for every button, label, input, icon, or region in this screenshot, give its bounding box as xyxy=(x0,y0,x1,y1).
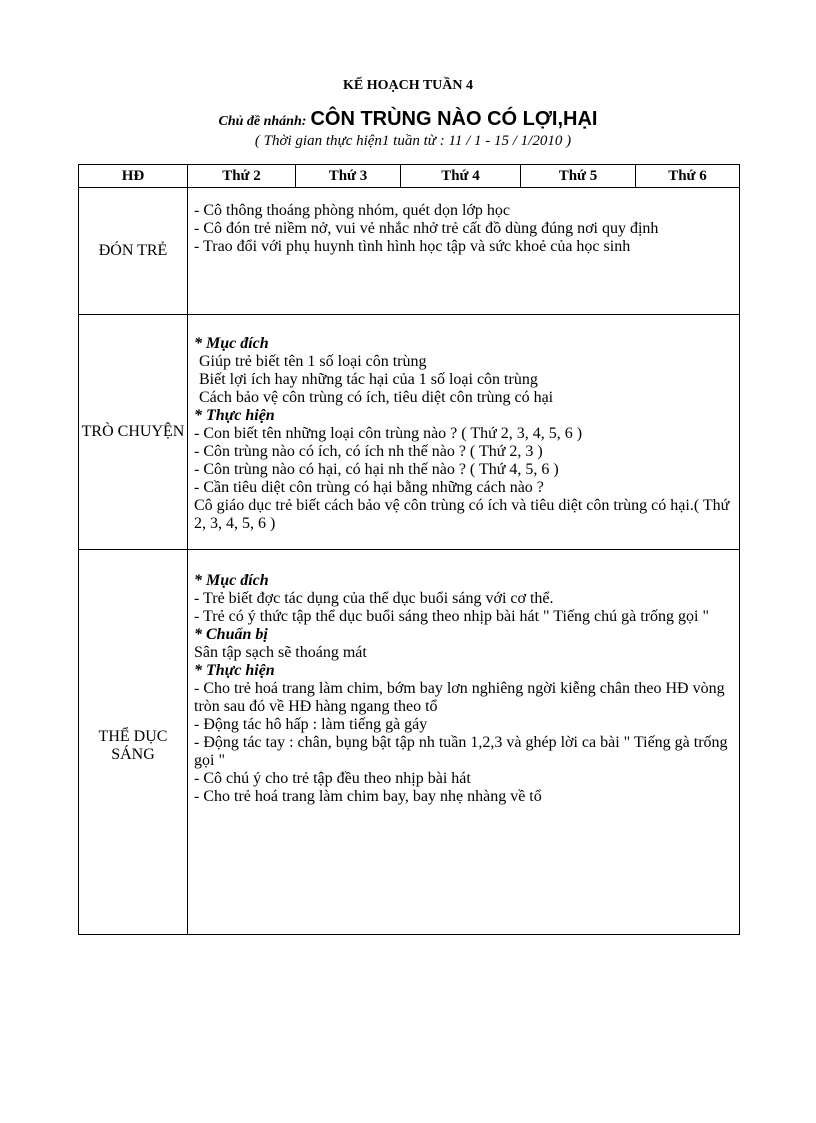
section-heading: * Mục đích xyxy=(194,572,269,589)
subtitle-colon: : xyxy=(301,114,307,129)
row-label-tro-chuyen: TRÒ CHUYỆN xyxy=(79,315,188,550)
table-row xyxy=(79,188,740,315)
row-label-don-tre: ĐÓN TRẺ xyxy=(79,188,188,315)
list-item: Biết lợi ích hay những tác hại của 1 số loại côn trùng xyxy=(199,371,538,388)
header-row xyxy=(79,165,740,188)
list-item: - Cô chú ý cho trẻ tập đều theo nhịp bài hát xyxy=(194,770,471,787)
list-item: - Động tác tay : chân, bụng bật tập nh tuần 1,2,3 và ghép lời ca bài " Tiếng gà trống gọi " xyxy=(194,734,728,769)
list-item: Giúp trẻ biết tên 1 số loại côn trùng xyxy=(199,353,427,370)
list-item: - Cần tiêu diệt côn trùng có hại bằng những cách nào ? xyxy=(194,479,544,496)
section-heading: * Thực hiện xyxy=(194,407,275,424)
plan-table xyxy=(78,164,740,935)
list-item: - Cô thông thoáng phòng nhóm, quét dọn lớp học xyxy=(194,202,510,219)
list-item: Cô giáo dục trẻ biết cách bảo vệ côn trùng có ích và tiêu diệt côn trùng có hại.( Thứ 2, 3, 4, 5, 6 ) xyxy=(194,497,730,532)
col-wed: Thứ 4 xyxy=(401,165,521,188)
row-content xyxy=(188,315,740,550)
subtitle-label: Chủ đề nhánh xyxy=(218,114,302,129)
list-item: - Trẻ biết đợc tác dụng của thể dục buổi sáng với cơ thể. xyxy=(194,590,554,607)
row-content xyxy=(188,188,740,315)
row-content xyxy=(188,550,740,935)
list-item: - Cho trẻ hoá trang làm chim, bớm bay lơn nghiêng ngời kiễng chân theo HĐ vòng tròn sau đó về HĐ hàng ngang theo tổ xyxy=(194,680,725,715)
list-item: - Trao đổi với phụ huynh tình hình học tập và sức khoẻ của học sinh xyxy=(194,238,631,255)
list-item: - Côn trùng nào có ích, có ích nh thế nào ? ( Thứ 2, 3 ) xyxy=(194,443,543,460)
col-thu: Thứ 5 xyxy=(521,165,636,188)
list-item: Cách bảo vệ côn trùng có ích, tiêu diệt côn trùng có hại xyxy=(199,389,554,406)
list-item: Sân tập sạch sẽ thoáng mát xyxy=(194,644,367,661)
list-item: - Con biết tên những loại côn trùng nào ? ( Thứ 2, 3, 4, 5, 6 ) xyxy=(194,425,583,442)
section-heading: * Chuẩn bị xyxy=(194,626,268,643)
subtitle-text: CÔN TRÙNG NÀO CÓ LỢI,HẠI xyxy=(310,108,598,130)
section-heading: * Thực hiện xyxy=(194,662,275,679)
col-mon: Thứ 2 xyxy=(188,165,296,188)
list-item: - Cho trẻ hoá trang làm chim bay, bay nhẹ nhàng về tổ xyxy=(194,788,542,805)
section-heading: * Mục đích xyxy=(194,335,269,352)
list-item: - Động tác hô hấp : làm tiếng gà gáy xyxy=(194,716,428,733)
col-fri: Thứ 6 xyxy=(636,165,740,188)
time-period: ( Thời gian thực hiện1 tuần từ : 11 / 1 - 15 / 1/2010 ) xyxy=(254,133,572,149)
list-item: - Côn trùng nào có hại, có hại nh thế nào ? ( Thứ 4, 5, 6 ) xyxy=(194,461,559,478)
page-title: KẾ HOẠCH TUẦN 4 xyxy=(342,78,474,93)
col-activity: HĐ xyxy=(79,165,188,188)
col-tue: Thứ 3 xyxy=(296,165,401,188)
list-item: - Cô đón trẻ niềm nở, vui vẻ nhắc nhở trẻ cất đồ dùng đúng nơi quy định xyxy=(194,220,659,237)
row-label-the-duc-sang: THỂ DỤC SÁNG xyxy=(79,550,188,935)
table-row xyxy=(79,550,740,935)
subtitle xyxy=(0,108,816,131)
list-item: - Trẻ có ý thức tập thể dục buổi sáng theo nhịp bài hát " Tiếng chú gà trống gọi " xyxy=(194,608,710,625)
table-row xyxy=(79,315,740,550)
